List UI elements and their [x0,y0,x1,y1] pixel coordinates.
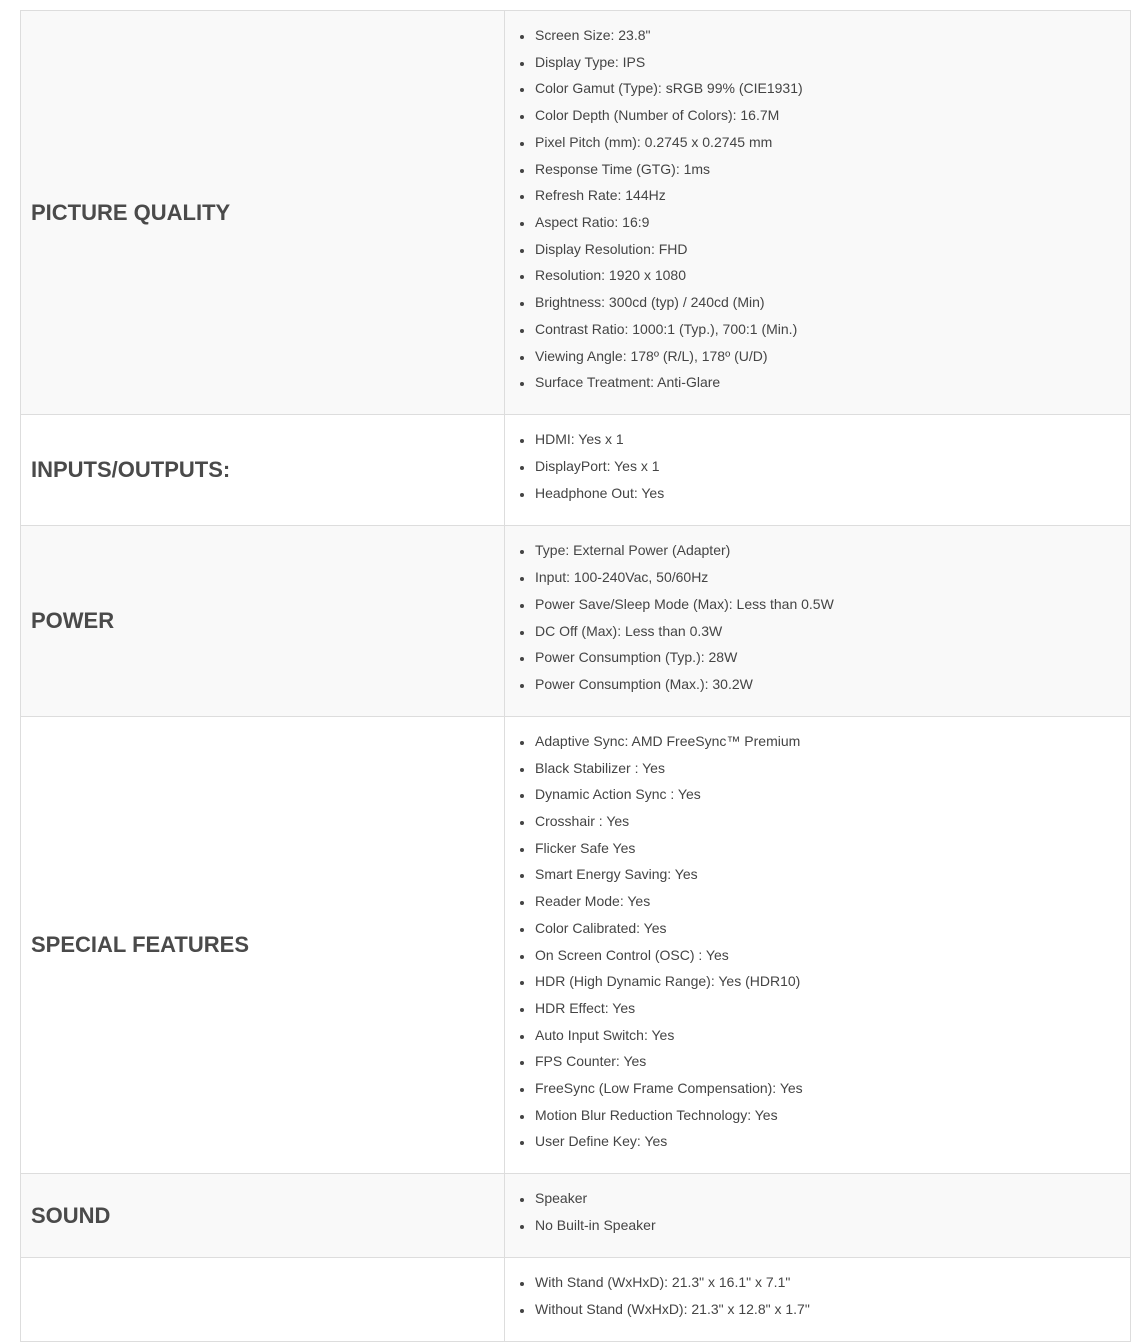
spec-item: • Smart Energy Saving: Yes [534,861,1130,888]
spec-row-inputs-outputs [21,415,1131,526]
spec-table [20,10,1131,1342]
spec-table-body [21,11,1131,1342]
spec-item: • No Built-in Speaker [534,1212,1130,1239]
spec-item: • DC Off (Max): Less than 0.3W [534,618,1130,645]
section-title-inputs-outputs: INPUTS/OUTPUTS: [31,457,231,482]
spec-item: • Flicker Safe Yes [534,835,1130,862]
spec-item: • Type: External Power (Adapter) [534,537,1130,564]
spec-item: • On Screen Control (OSC) : Yes [534,942,1130,969]
spec-label-cell [21,717,505,1174]
spec-item: • FreeSync (Low Frame Compensation): Yes [534,1075,1130,1102]
section-title-sound: SOUND [31,1202,111,1228]
spec-label-cell [21,11,505,415]
spec-values-cell [505,526,1131,717]
section-title-picture-quality: PICTURE QUALITY [31,199,231,225]
spec-values-cell [505,1174,1131,1258]
spec-label-cell [21,1174,505,1258]
spec-row-dimensions [21,1258,1131,1342]
spec-list-inputs-outputs [505,417,1130,522]
spec-item: • Color Depth (Number of Colors): 16.7M [534,102,1130,129]
spec-item: • Power Save/Sleep Mode (Max): Less than 0.5W [534,591,1130,618]
spec-item: • Response Time (GTG): 1ms [534,156,1130,183]
spec-item: • Brightness: 300cd (typ) / 240cd (Min) [534,289,1130,316]
spec-item: • Auto Input Switch: Yes [534,1022,1130,1049]
spec-item: • Display Resolution: FHD [534,236,1130,263]
spec-label-cell [21,415,505,526]
spec-item: • With Stand (WxHxD): 21.3" x 16.1" x 7.1" [534,1269,1130,1296]
spec-item: • Color Gamut (Type): sRGB 99% (CIE1931) [534,75,1130,102]
spec-item: • HDMI: Yes x 1 [534,426,1130,453]
spec-item: • Motion Blur Reduction Technology: Yes [534,1102,1130,1129]
spec-row-special-features [21,717,1131,1174]
spec-item: • User Define Key: Yes [534,1128,1130,1155]
spec-item: • Display Type: IPS [534,49,1130,76]
spec-item: • DisplayPort: Yes x 1 [534,453,1130,480]
spec-row-picture-quality [21,11,1131,415]
spec-item: • Contrast Ratio: 1000:1 (Typ.), 700:1 (Min.) [534,316,1130,343]
spec-item: • Crosshair : Yes [534,808,1130,835]
spec-item: • Adaptive Sync: AMD FreeSync™ Premium [534,728,1130,755]
spec-item: • Input: 100-240Vac, 50/60Hz [534,564,1130,591]
spec-item: • Aspect Ratio: 16:9 [534,209,1130,236]
spec-list-power [505,528,1130,713]
spec-values-cell [505,415,1131,526]
spec-values-cell [505,1258,1131,1342]
spec-item: • Speaker [534,1185,1130,1212]
spec-item: • Black Stabilizer : Yes [534,755,1130,782]
spec-label-cell [21,526,505,717]
spec-item: • Power Consumption (Typ.): 28W [534,644,1130,671]
spec-item: • Pixel Pitch (mm): 0.2745 x 0.2745 mm [534,129,1130,156]
section-title-power: POWER [31,608,115,633]
spec-item: • Reader Mode: Yes [534,888,1130,915]
spec-item: • FPS Counter: Yes [534,1048,1130,1075]
spec-item: • Power Consumption (Max.): 30.2W [534,671,1130,698]
spec-list-picture-quality [505,13,1130,412]
spec-values-cell [505,11,1131,415]
spec-item: • HDR Effect: Yes [534,995,1130,1022]
spec-item: • Refresh Rate: 144Hz [534,182,1130,209]
spec-list-dimensions [505,1260,1130,1338]
spec-row-power [21,526,1131,717]
spec-item: • Without Stand (WxHxD): 21.3" x 12.8" x 1.7" [534,1296,1130,1323]
spec-label-cell [21,1258,505,1342]
spec-row-sound [21,1174,1131,1258]
spec-values-cell [505,717,1131,1174]
spec-item: • HDR (High Dynamic Range): Yes (HDR10) [534,968,1130,995]
spec-item: • Color Calibrated: Yes [534,915,1130,942]
spec-list-sound [505,1176,1130,1254]
spec-list-special-features [505,719,1130,1171]
spec-item: • Screen Size: 23.8" [534,22,1130,49]
spec-item: • Resolution: 1920 x 1080 [534,262,1130,289]
spec-item: • Headphone Out: Yes [534,480,1130,507]
spec-item: • Dynamic Action Sync : Yes [534,781,1130,808]
section-title-special-features: SPECIAL FEATURES [31,932,249,957]
spec-item: • Viewing Angle: 178º (R/L), 178º (U/D) [534,343,1130,370]
spec-item: • Surface Treatment: Anti-Glare [534,369,1130,396]
